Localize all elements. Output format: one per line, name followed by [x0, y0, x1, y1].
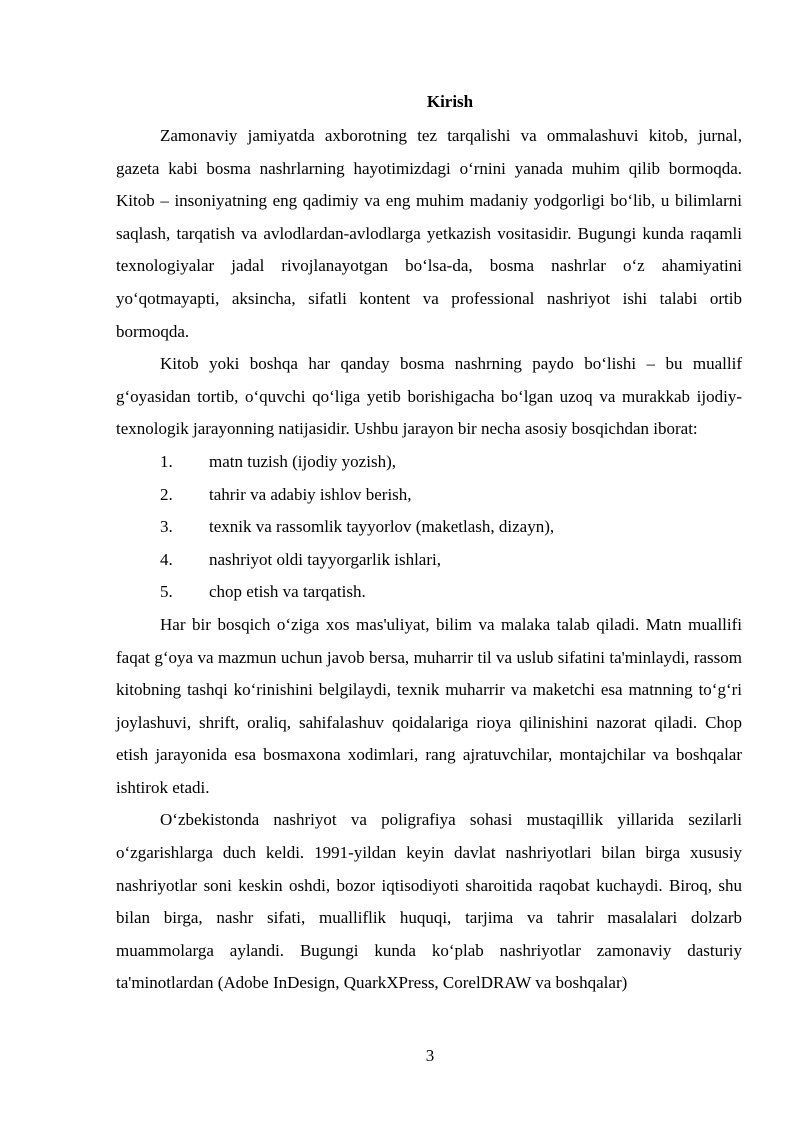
- list-item-text: tahrir va adabiy ishlov berish,: [209, 484, 412, 504]
- list-item: [116, 446, 742, 479]
- list-item-number: 5.: [160, 582, 173, 602]
- page-title: Kirish: [426, 92, 474, 111]
- list-item: [116, 544, 742, 577]
- list-item: [116, 511, 742, 544]
- list-item-text: matn tuzish (ijodiy yozish),: [209, 451, 396, 471]
- numbered-list: [116, 446, 742, 609]
- paragraph: Har bir bosqich o‘ziga xos mas'uliyat, bilim va malaka talab qiladi. Matn muallifi faqat g‘oya va mazmun uchun javob bersa, muharrir til va uslub sifatini ta'minlaydi, rassom kitobning tashqi ko‘rinishini belgilaydi, texnik muharrir va maketchi esa matnning to‘g‘ri joylashuvi, shrift, oraliq, sahifalashuv qoidalariga rioya qilinishini nazorat qiladi. Chop etish jarayonida esa bosmaxona xodimlari, rang ajratuvchilar, montajchilar va boshqalar ishtirok etadi.: [116, 614, 742, 797]
- list-item: [116, 576, 742, 609]
- list-item-number: 4.: [160, 549, 173, 569]
- list-item-number: 2.: [160, 484, 173, 504]
- body-text: [116, 120, 742, 1000]
- paragraph: O‘zbekistonda nashriyot va poligrafiya sohasi mustaqillik yillarida sezilarli o‘zgarishlarga duch keldi. 1991-yildan keyin davlat nashriyotlari bilan birga xususiy nashriyotlar soni keskin oshdi, bozor iqtisodiyoti sharoitida raqobat kuchaydi. Biroq, shu bilan birga, nashr sifati, mualliflik huquqi, tarjima va tahrir masalalari dolzarb muammolarga aylandi. Bugungi kunda ko‘plab nashriyotlar zamonaviy dasturiy ta'minotlardan (Adobe InDesign, QuarkXPress, CorelDRAW va boshqalar): [116, 810, 742, 993]
- paragraph: Zamonaviy jamiyatda axborotning tez tarqalishi va ommalashuvi kitob, jurnal, gazeta kabi bosma nashrlarning hayotimizdagi o‘rnini yanada muhim qilib bormoqda. Kitob – insoniyatning eng qadimiy va eng muhim madaniy yodgorligi bo‘lib, u bilimlarni saqlash, tarqatish va avlodlardan-avlodlarga yetkazish vositasidir. Bugungi kunda raqamli texnologiyalar jadal rivojlanayotgan bo‘lsa-da, bosma nashrlar o‘z ahamiyatini yo‘qotmayapti, aksincha, sifatli kontent va professional nashriyot ishi talabi ortib bormoqda.: [116, 126, 742, 341]
- paragraph: Kitob yoki boshqa har qanday bosma nashrning paydo bo‘lishi – bu muallif g‘oyasidan tortib, o‘quvchi qo‘liga yetib borishigacha bo‘lgan uzoq va murakkab ijodiy-texnologik jarayonning natijasidir. Ushbu jarayon bir necha asosiy bosqichdan iborat:: [116, 354, 742, 439]
- page-number: 3: [425, 1046, 435, 1065]
- list-item: [116, 479, 742, 512]
- list-item-text: texnik va rassomlik tayyorlov (maketlash, dizayn),: [209, 517, 555, 537]
- list-item-text: nashriyot oldi tayyorgarlik ishlari,: [209, 549, 441, 569]
- list-item-text: chop etish va tarqatish.: [209, 582, 366, 602]
- list-item-number: 3.: [160, 517, 173, 537]
- list-item-number: 1.: [160, 451, 173, 471]
